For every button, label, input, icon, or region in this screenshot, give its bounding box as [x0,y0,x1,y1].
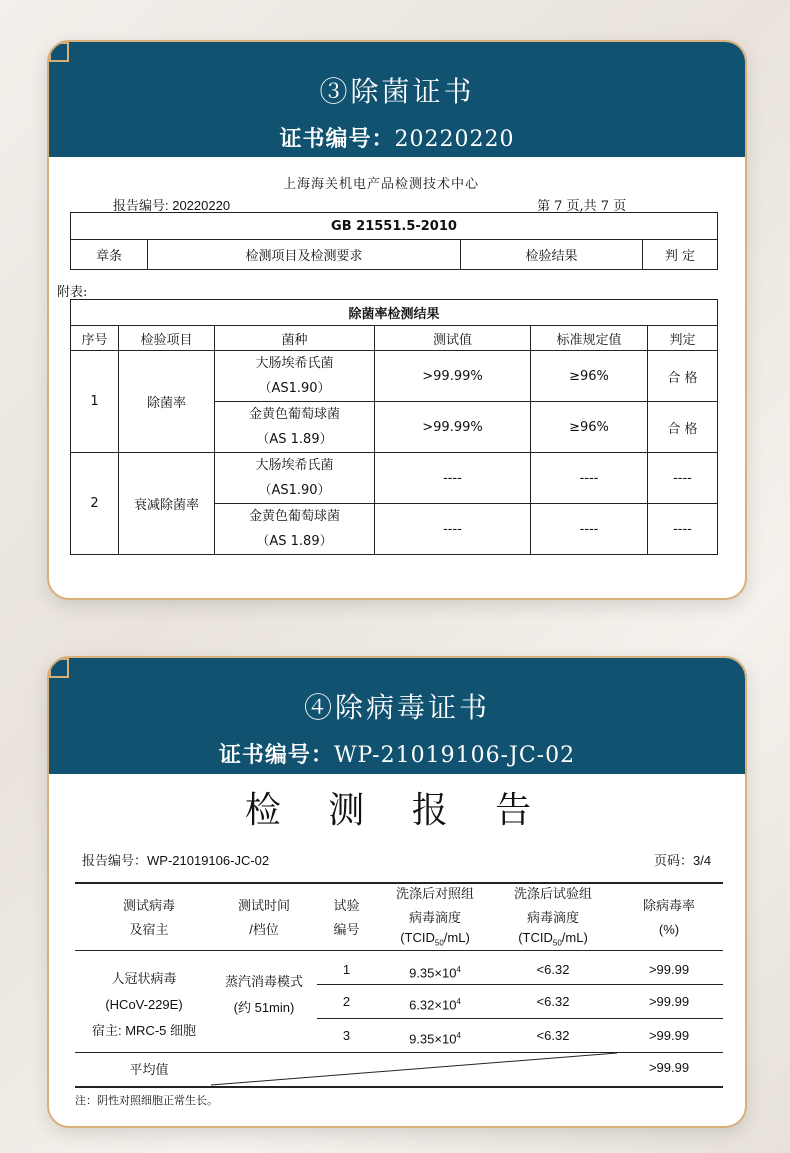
standard-code: GB 21551.5-2010 [71,213,718,240]
removal-rate: >99.99 [648,994,690,1009]
strain-code: （AS 1.89） [256,432,333,447]
col-clause: 章条 [71,240,148,270]
page-code: 页码：3/4 [654,853,712,868]
test-titer: <6.32 [536,1028,570,1043]
result-table-title: 除菌率检测结果 [71,300,718,326]
removal-rate: >99.99 [648,962,690,977]
titer-exp: 4 [456,997,461,1006]
removal-rate: >99.99 [648,1028,690,1043]
col-test-line2: 病毒滴度 [526,910,579,925]
table-bottom-rule [75,1086,723,1088]
col-virus [89,896,209,940]
certificate-title: ④除病毒证书 [303,691,490,724]
lab-name: 上海海关机电产品检测技术中心 [283,177,480,192]
row-rule [317,984,723,985]
control-titer [379,960,491,983]
row-no: 1 [71,351,119,453]
certificate-header [49,658,745,774]
average-label: 平均值 [129,1062,169,1077]
standard-value: ---- [531,453,648,504]
trial-no: 1 [342,962,351,977]
titer-base: 9.35×10 [409,965,457,981]
strain-code: （AS 1.89） [256,534,333,549]
col-strain: 菌种 [215,326,375,351]
test-value: >99.99% [375,351,531,402]
judgement: ---- [648,504,718,555]
test-report-document [49,774,745,1128]
mode-duration: (约 51min) [233,1000,295,1015]
certificate-number: 20220220 [394,127,515,152]
strain-cell [215,351,375,402]
certificate-number: WP-21019106-JC-02 [333,743,576,768]
col-virus-line1: 测试病毒 [122,898,175,913]
col-standard: 标准规定值 [531,326,648,351]
test-mode [209,972,319,1018]
col-trial-line1: 试验 [333,898,360,913]
row-rule [317,1018,723,1019]
col-test [497,884,609,954]
note: 注：阴性对照细胞正常生长。 [75,1095,218,1107]
sterilization-certificate-card [47,40,747,600]
virus-removal-certificate-card [47,656,747,1128]
page-info: 第 7 页,共 7 页 [537,199,627,214]
trial-no: 3 [342,1028,351,1043]
col-result: 检验结果 [461,240,643,270]
col-judgement: 判定 [648,326,718,351]
virus-name: 人冠状病毒 [111,971,177,986]
certificate-number-label: 证书编号： [279,126,395,152]
strain-cell [215,402,375,453]
certificate-number-label: 证书编号： [218,742,334,768]
row-item: 除菌率 [119,351,215,453]
test-titer: <6.32 [536,994,570,1009]
col-control [379,884,491,954]
test-titer: <6.32 [536,962,570,977]
standard-value: ---- [531,504,648,555]
strain-name: 金黄色葡萄球菌 [248,509,340,524]
certificate-number-line [49,122,745,153]
col-time [209,896,319,940]
strain-name: 大肠埃希氏菌 [255,458,334,473]
strain-code: （AS1.90） [258,483,331,498]
standard-value: ≥96% [531,351,648,402]
row-item: 衰减除菌率 [119,453,215,555]
header-rule [75,950,723,951]
test-value: >99.99% [375,402,531,453]
col-test-item: 检验项目 [119,326,215,351]
trial-no: 2 [342,994,351,1009]
strain-cell [215,453,375,504]
appendix-label: 附表: [57,285,88,300]
unit-prefix: (TCID [518,930,553,945]
col-test-value: 测试值 [375,326,531,351]
unit-suffix: /mL) [443,930,470,945]
judgement: ---- [648,453,718,504]
test-value: ---- [375,504,531,555]
certificate-title: ③除菌证书 [319,75,475,108]
strain-code: （AS1.90） [258,381,331,396]
control-titer [379,1026,491,1049]
titer-exp: 4 [456,965,461,974]
col-trial-line2: 编号 [333,922,360,937]
report-number: 报告编号: 20220220 [113,198,231,213]
strain-name: 大肠埃希氏菌 [255,356,334,371]
col-control-line1: 洗涤后对照组 [395,886,474,901]
report-number: 报告编号：WP-21019106-JC-02 [82,853,270,868]
col-rate-line2: (%) [658,922,680,937]
unit-prefix: (TCID [400,930,435,945]
virus-code: (HCoV-229E) [105,997,183,1012]
average-diagonal [209,1052,619,1086]
certificate-header [49,42,745,157]
standard-table [70,212,718,270]
control-titer [379,992,491,1015]
mode-name: 蒸汽消毒模式 [224,974,303,989]
average-value: >99.99 [648,1060,690,1075]
col-rate-line1: 除病毒率 [642,898,695,913]
standard-value: ≥96% [531,402,648,453]
col-judge: 判 定 [643,240,718,270]
col-virus-line2: 及宿主 [129,922,169,937]
test-value: ---- [375,453,531,504]
unit-sub: 50 [434,938,444,948]
unit-suffix: /mL) [561,930,588,945]
titer-base: 9.35×10 [409,1031,457,1047]
judgement: 合 格 [648,351,718,402]
col-control-line2: 病毒滴度 [408,910,461,925]
strain-name: 金黄色葡萄球菌 [248,407,340,422]
row-no: 2 [71,453,119,555]
virus-host [81,969,207,1041]
col-trial [319,896,374,940]
col-no: 序号 [71,326,119,351]
col-rate [624,896,714,940]
judgement: 合 格 [648,402,718,453]
host-cell: 宿主: MRC-5 细胞 [91,1023,196,1038]
result-table [70,299,718,555]
unit-sub: 50 [552,938,562,948]
col-time-line2: /档位 [249,922,279,937]
table-row [71,453,718,504]
titer-exp: 4 [456,1031,461,1040]
certificate-document [49,157,745,600]
col-test-line1: 洗涤后试验组 [513,886,592,901]
report-title: 检 测 报 告 [244,790,550,831]
titer-base: 6.32×10 [409,997,457,1013]
col-time-line1: 测试时间 [237,898,290,913]
strain-cell [215,504,375,555]
col-item: 检测项目及检测要求 [148,240,461,270]
certificate-number-line [49,738,745,769]
table-row [71,351,718,402]
